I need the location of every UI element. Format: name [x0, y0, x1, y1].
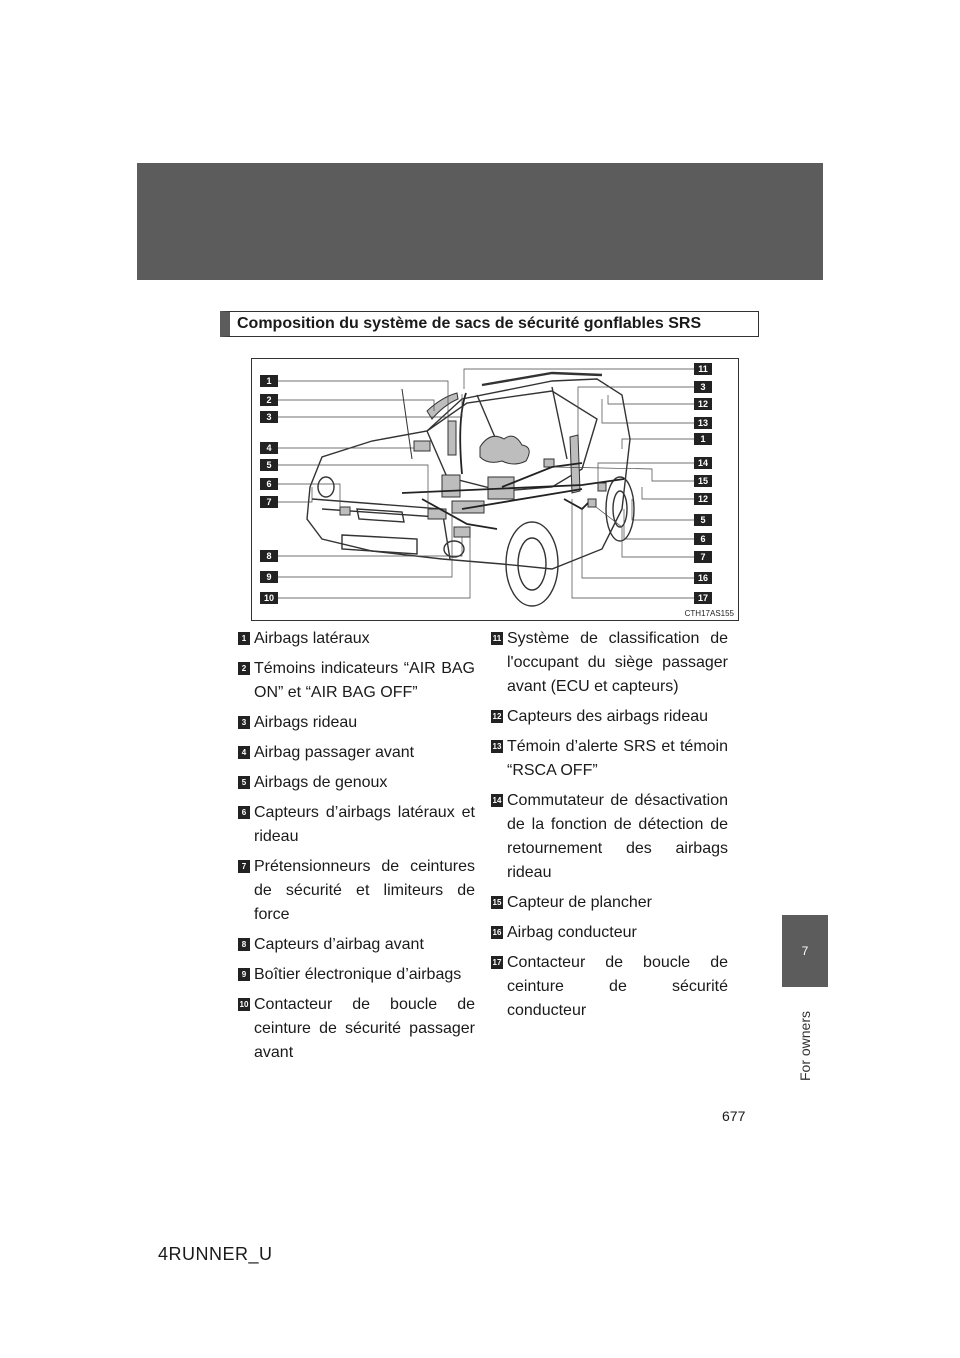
legend-item: [238, 855, 475, 927]
callout-label: 16: [697, 573, 709, 583]
legend-item: [491, 627, 728, 699]
page-number: 677: [722, 1108, 746, 1124]
legend-text: Airbag conducteur: [507, 924, 637, 941]
legend-number: 14: [492, 796, 502, 805]
callout-label: 7: [266, 497, 272, 507]
chapter-label-text: For owners: [797, 1010, 813, 1082]
legend-item: [238, 627, 475, 651]
legend-number: 10: [239, 1000, 249, 1009]
legend-text: Commutateur de désactivation de la fonction de détection de retournement des airbags rideau: [507, 792, 728, 881]
legend-item: [238, 741, 475, 765]
callout-label: 1: [266, 376, 272, 386]
legend-text: Témoin d’alerte SRS et témoin “RSCA OFF”: [507, 738, 728, 779]
legend-text: Système de classification de l'occupant du siège passager avant (ECU et capteurs): [507, 630, 728, 695]
legend-item: [491, 735, 728, 783]
legend-number: 16: [492, 928, 502, 937]
legend-item: [238, 771, 475, 795]
legend-text: Capteurs d’airbag avant: [254, 936, 424, 953]
legend-number: 1: [238, 632, 250, 645]
callout-label: 10: [263, 593, 275, 603]
legend-item: [491, 891, 728, 915]
figure-code: CTH17AS155: [684, 609, 734, 618]
callout-label: 12: [697, 494, 709, 504]
legend-item: [491, 705, 728, 729]
callout-label: 4: [266, 443, 272, 453]
legend-left: [238, 621, 475, 1065]
chapter-label: [768, 1006, 842, 1086]
legend-number: 9: [238, 968, 250, 981]
legend-text: Capteur de plancher: [507, 894, 652, 911]
legend-text: Contacteur de boucle de ceinture de sécurité conducteur: [507, 954, 728, 1019]
srs-diagram: [251, 358, 739, 621]
left-callouts: [260, 375, 278, 604]
legend-text: Capteurs des airbags rideau: [507, 708, 709, 725]
legend-number: 7: [238, 860, 250, 873]
callout-label: 14: [697, 458, 709, 468]
legend-number: 13: [492, 742, 502, 751]
legend-number: 2: [238, 662, 250, 675]
header-band: [137, 163, 823, 280]
legend-text: Airbags latéraux: [254, 630, 370, 647]
callout-label: 6: [700, 534, 706, 544]
left-leader-lines: [278, 381, 470, 598]
legend-item: [238, 801, 475, 849]
legend-number: 11: [492, 634, 502, 643]
legend-number: 4: [238, 746, 250, 759]
callout-label: 3: [266, 412, 272, 422]
legend-number: 12: [492, 712, 502, 721]
legend-item: [491, 951, 728, 1023]
chapter-tab: 7: [782, 915, 828, 987]
legend-item: [238, 933, 475, 957]
legend-number: 6: [238, 806, 250, 819]
legend-number: 5: [238, 776, 250, 789]
callout-label: 6: [266, 479, 272, 489]
callout-label: 13: [697, 418, 709, 428]
legend-item: [238, 993, 475, 1065]
legend-text: Prétensionneurs de ceintures de sécurité et limiteurs de force: [254, 858, 475, 923]
callout-label: 5: [266, 460, 272, 470]
legend-item: [238, 657, 475, 705]
callout-label: 1: [700, 434, 706, 444]
legend-number: 17: [492, 958, 502, 967]
callout-label: 3: [700, 382, 706, 392]
legend-item: [491, 789, 728, 885]
legend-number: 8: [238, 938, 250, 951]
legend-item: [238, 711, 475, 735]
legend-item: [491, 921, 728, 945]
section-title: Composition du système de sacs de sécurité gonflables SRS: [220, 311, 759, 337]
callout-label: 9: [266, 572, 272, 582]
legend-item: [238, 963, 475, 987]
callout-label: 2: [266, 395, 272, 405]
callout-label: 7: [700, 552, 706, 562]
legend-text: Airbags de genoux: [254, 774, 388, 791]
legend-text: Contacteur de boucle de ceinture de sécurité passager avant: [254, 996, 475, 1061]
legend-right: [491, 621, 728, 1023]
legend-number: 15: [492, 898, 502, 907]
vehicle-illustration: [252, 359, 739, 621]
footer-code: 4RUNNER_U: [158, 1244, 273, 1264]
callout-label: 5: [700, 515, 706, 525]
callout-label: 15: [697, 476, 709, 486]
callout-label: 11: [698, 364, 708, 374]
legend-text: Capteurs d’airbags latéraux et rideau: [254, 804, 475, 845]
callout-label: 8: [266, 551, 272, 561]
callout-label: 17: [697, 593, 709, 603]
legend-text: Airbags rideau: [254, 714, 358, 731]
callout-label: 12: [697, 399, 709, 409]
legend-text: Témoins indicateurs “AIR BAG ON” et “AIR BAG OFF”: [254, 660, 475, 701]
legend-number: 3: [238, 716, 250, 729]
right-callouts: [694, 363, 712, 604]
legend-text: Airbag passager avant: [254, 744, 415, 761]
legend-text: Boîtier électronique d’airbags: [254, 966, 462, 983]
